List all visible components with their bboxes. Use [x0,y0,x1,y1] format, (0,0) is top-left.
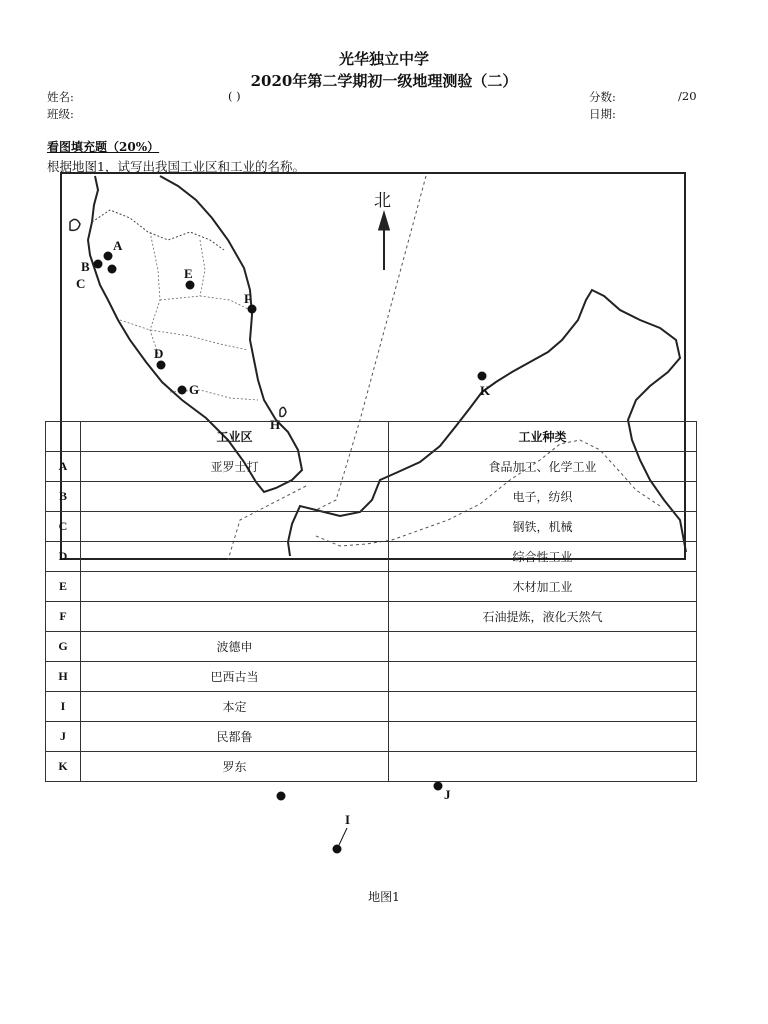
table-row [46,722,697,752]
exam-title: 2020年第二学期初一级地理测验（二） [250,72,518,90]
table-row [46,632,697,662]
row-area[interactable] [81,542,389,572]
header-type: 工业种类 [389,422,697,452]
class-label: 班级: [47,107,74,121]
row-type[interactable]: 石油提炼，液化天然气 [389,602,697,632]
row-letter: B [46,482,81,512]
answer-table [45,421,697,782]
row-area[interactable]: 民都鲁 [81,722,389,752]
row-area[interactable]: 本定 [81,692,389,722]
row-type[interactable]: 综合性工业 [389,542,697,572]
table-row [46,572,697,602]
north-label: 北 [374,191,391,211]
instruction-text: 根据地图1，试写出我国工业区和工业的名称。 [47,159,305,174]
point-h-dot [277,792,286,801]
score-total: /20 [678,89,697,103]
table-row [46,692,697,722]
date-label: 日期: [589,107,616,121]
map-label-h: H [270,417,281,432]
table-row [46,512,697,542]
row-letter: D [46,542,81,572]
map-caption: 地图1 [368,890,400,904]
row-area[interactable]: 巴西古当 [81,662,389,692]
row-type[interactable]: 钢铁，机械 [389,512,697,542]
row-letter: H [46,662,81,692]
row-type[interactable] [389,752,697,782]
island-langkawi [70,219,80,230]
map-label-g: G [189,382,200,397]
table-row [46,482,697,512]
map-label-a: A [113,238,123,253]
row-area[interactable]: 波德申 [81,632,389,662]
row-area[interactable]: 罗东 [81,752,389,782]
name-paren-blank: ( ) [228,89,241,103]
row-area[interactable] [81,482,389,512]
row-letter: E [46,572,81,602]
point-k-dot [478,372,487,381]
row-letter: K [46,752,81,782]
header-area: 工业区 [81,422,389,452]
score-label: 分数: [589,90,616,104]
map-label-c: C [76,276,86,291]
point-j-dot [434,782,443,791]
map-label-b: B [81,259,90,274]
row-letter: I [46,692,81,722]
row-letter: F [46,602,81,632]
point-a-dot [104,252,113,261]
table-row [46,602,697,632]
row-area[interactable] [81,572,389,602]
row-type[interactable]: 木材加工业 [389,572,697,602]
table-row [46,542,697,572]
row-letter: A [46,452,81,482]
table-row [46,452,697,482]
table-header-row [46,422,697,452]
map-label-i: I [345,812,351,827]
row-type[interactable] [389,632,697,662]
table-row [46,662,697,692]
row-letter: G [46,632,81,662]
row-area[interactable]: 亚罗士打 [81,452,389,482]
thai-border [92,210,224,250]
row-letter: C [46,512,81,542]
point-g-dot [178,386,187,395]
row-area[interactable] [81,602,389,632]
school-name: 光华独立中学 [338,50,429,68]
row-letter: J [46,722,81,752]
north-arrow-icon [378,210,390,270]
table-row [46,752,697,782]
section-heading: 看图填充题（20%） [47,140,160,154]
map-label-d: D [154,346,164,361]
point-b2-dot [108,265,117,274]
row-type[interactable] [389,692,697,722]
point-b-dot [94,260,103,269]
row-type[interactable] [389,722,697,752]
row-type[interactable]: 食品加工、化学工业 [389,452,697,482]
row-area[interactable] [81,512,389,542]
row-type[interactable]: 电子，纺织 [389,482,697,512]
map-label-f: F [244,291,252,306]
point-i-leader [339,828,347,845]
header-letter [46,422,81,452]
row-type[interactable] [389,662,697,692]
name-label: 姓名: [47,90,74,104]
map-label-j: J [444,787,451,802]
point-i-dot [333,845,342,854]
map-label-k: K [480,383,491,398]
map-label-e: E [184,266,193,281]
island-tioman [280,407,286,416]
